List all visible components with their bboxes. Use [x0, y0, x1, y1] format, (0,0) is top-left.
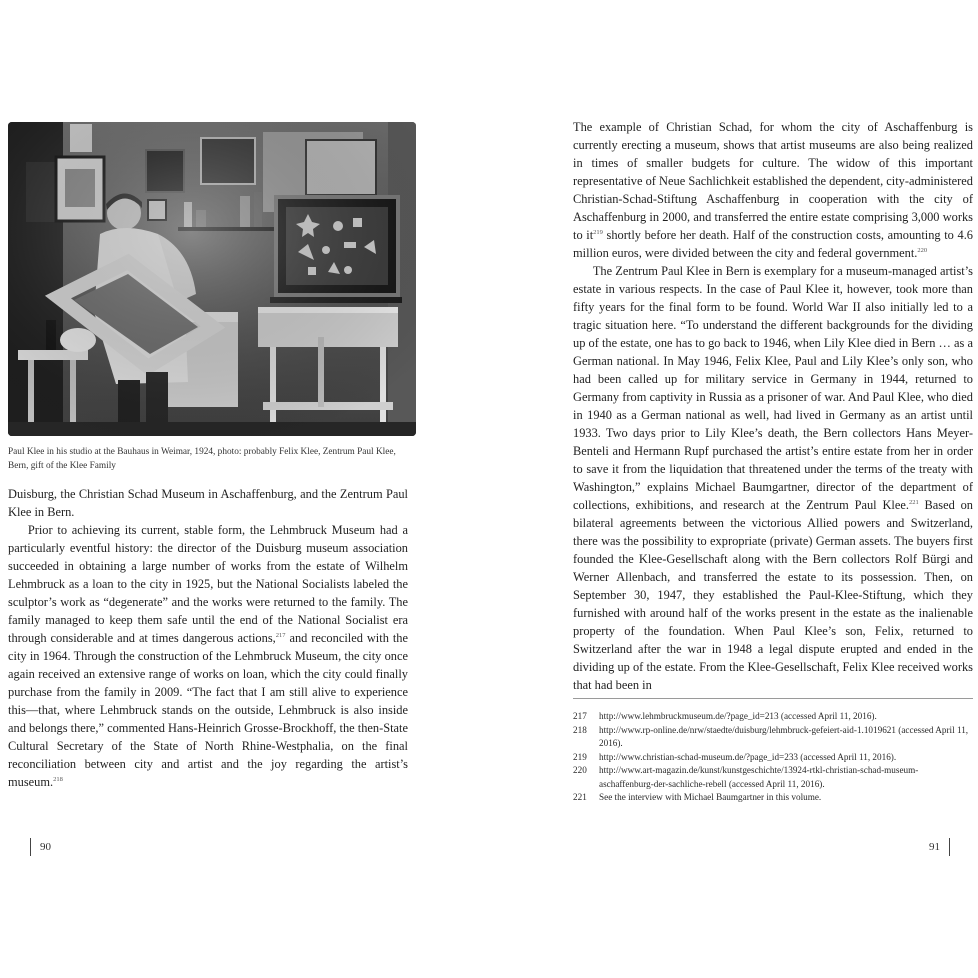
footnote-text[interactable]: http://www.art-magazin.de/kunst/kunstgeschichte/13924-rtkl-christian-schad-museum-aschaffenburg-der-sachliche-rebell (accessed April 11, 2016). [599, 765, 919, 789]
footnotes [573, 710, 973, 805]
footnote [573, 764, 973, 791]
paragraph-text: and reconciled with the city in 1964. Through the construction of the Lehmbruck Museum, the city once again received an extensive range of works on loan, which the city could finally purchase from the family in 2009. “The fact that I am still alive to experience this—that, where Lehmbruck stands on the outside, Lehmbruck is also inside and belongs there,” commented Hans-Heinrich Grosse-Brockhoff, the then-State Cultural Secretary of the State of North Rhine-Westphalia, on the final reconciliation between city and artist and the joy regarding the artist’s museum. [8, 631, 408, 789]
footnote-ref[interactable]: 219 [593, 229, 603, 236]
footnote-divider [573, 698, 973, 699]
footnote-number: 220 [573, 765, 587, 775]
footnote [573, 710, 973, 724]
left-body-text [8, 485, 408, 791]
footnote-ref[interactable]: 217 [275, 632, 286, 639]
page-number-right [929, 838, 950, 856]
footnote-text[interactable]: http://www.christian-schad-museum.de/?page_id=233 (accessed April 11, 2016). [599, 751, 897, 762]
footnote-ref[interactable]: 221 [908, 499, 919, 506]
footnote [573, 751, 973, 765]
paragraph [8, 521, 408, 791]
page-number-left [30, 838, 51, 856]
page-number: 91 [929, 841, 940, 853]
footnote-text[interactable]: http://www.rp-online.de/nrw/staedte/duisburg/lehmbruck-gefeiert-aid-1.1019621 (accessed April 11, 2016). [599, 724, 969, 748]
page-number: 90 [40, 841, 51, 853]
paragraph: Duisburg, the Christian Schad Museum in Aschaffenburg, and the Zentrum Paul Klee in Bern. [8, 487, 408, 519]
photo-illustration [8, 122, 416, 436]
paragraph-text: shortly before her death. Half of the construction costs, amounting to 4.6 million euros, were divided between the city and federal government. [573, 228, 973, 260]
folio-rule [949, 838, 950, 856]
right-page [489, 0, 978, 978]
footnote [573, 724, 973, 751]
footnote-number: 221 [573, 792, 587, 802]
paragraph [573, 118, 973, 262]
paragraph-text: The Zentrum Paul Klee in Bern is exemplary for a museum-managed artist’s estate in various respects. In the case of Paul Klee it, however, took more than fifty years for the final form to be found. World War II also initially led to a tragic situation here. “To understand the different backgrounds for the dividing up of the estate, one has to go back to 1946, when Lily Klee died in Bern … as a German national. In May 1946, Felix Klee, Paul and Lily Klee’s only son, who had been called up for military service in Germany in 1944, returned to Germany from captivity in Russia as a prisoner of war. And Paul Klee, who died in 1940 as a German national as well, had lived in Germany as an artist until 1933. Two days prior to Lily Klee’s death, the Bern collectors Hans Meyer-Benteli and Hermann Rupf purchased the artist’s entire estate from her in order to save it from the liquidation that threatened under the terms of the treaty with Washington,” explains Michael Baumgartner, director of the department of collections, exhibitions, and research at the Zentrum Paul Klee. [573, 264, 973, 512]
right-body-text [573, 118, 973, 694]
footnote-number: 219 [573, 751, 587, 762]
paragraph-text: Based on bilateral agreements between the victorious Allied powers and Switzerland, there was the possibility to expropriate (private) German assets. The buyers first founded the Klee-Gesellschaft along with the Bern collectors Rolf Bürgi and Werner Allenbach, and transferred the estate to its possession. Then, on September 30, 1947, they established the Paul-Klee-Stiftung, which they furnished with around half of the works present in the estate as the inalienable property of the foundation. When Paul Klee’s son, Felix, returned to Switzerland after the war in 1948 a legal dispute erupted and ended in the dividing up of the estate. From the Klee-Gesellschaft, Felix Klee received works that had been in [573, 498, 974, 692]
paragraph-text: Prior to achieving its current, stable form, the Lehmbruck Museum had a particularly eventful history: the director of the Duisburg museum association succeeded in obtaining a large number of works from the estate of Wilhelm Lehmbruck as a loan to the city in 1925, but the National Socialists labeled the sculptor’s work as “degenerate” and the works were returned to the family. The family managed to keep them safe until the end of the National Socialist era through considerable and at times dangerous actions, [8, 523, 408, 645]
footnote-text[interactable]: http://www.lehmbruckmuseum.de/?page_id=213 (accessed April 11, 2016). [599, 711, 877, 721]
footnote-number: 218 [573, 724, 587, 735]
footnote-text: See the interview with Michael Baumgartner in this volume. [599, 792, 822, 802]
photo-caption: Paul Klee in his studio at the Bauhaus in Weimar, 1924, photo: probably Felix Klee, Zentrum Paul Klee, Bern, gift of the Klee Family [8, 447, 396, 471]
folio-rule [30, 838, 31, 856]
paragraph [573, 262, 973, 694]
paragraph-text: The example of Christian Schad, for whom the city of Aschaffenburg is currently erecting a museum, shows that artist museums are also being realized in times of smaller budgets for culture. The widow of this important representative of Neue Sachlichkeit established the dependent, city-administered Christian-Schad-Stiftung Aschaffenburg in cooperation with the city of Aschaffenburg in 2000, and transferred the entire estate comprising 3,000 works to it [573, 120, 973, 242]
footnote-ref[interactable]: 220 [917, 247, 928, 254]
footnote-number: 217 [573, 711, 587, 721]
studio-photograph [8, 122, 416, 436]
footnote [573, 791, 973, 805]
footnote-ref[interactable]: 218 [53, 776, 63, 783]
